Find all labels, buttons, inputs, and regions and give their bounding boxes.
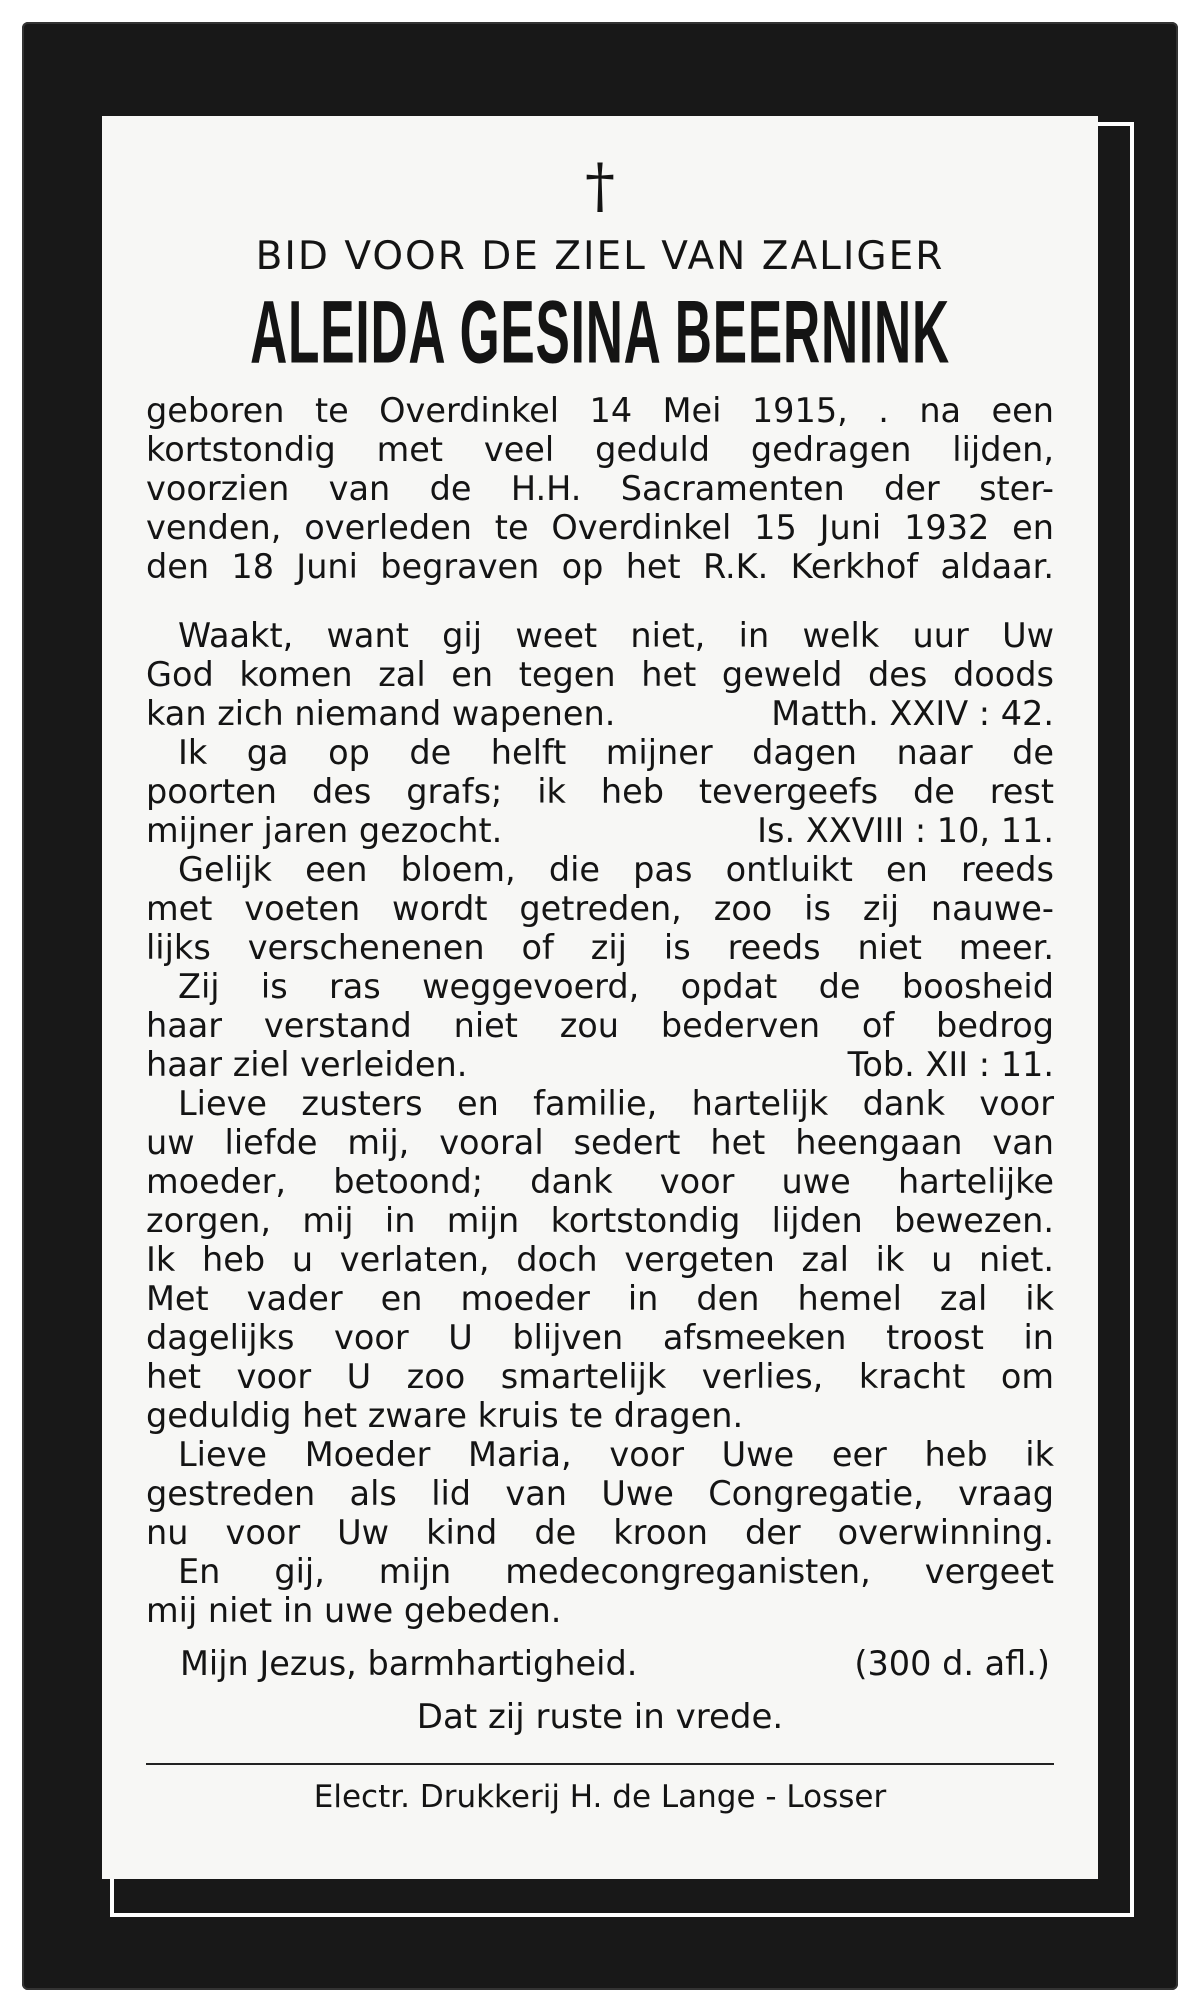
invocation-row <box>146 1644 1054 1683</box>
verse-line-with-reference <box>146 694 1054 733</box>
verse-line: haar ziel verleiden. <box>146 1044 468 1084</box>
scripture-reference: Is. XXVIII : 10, 11. <box>757 810 1054 850</box>
request-to-congregants <box>146 1552 1054 1630</box>
bio-line: venden, overleden te Overdinkel 15 Juni 1932 en <box>146 507 1054 547</box>
memorial-card-text-panel <box>102 116 1098 1879</box>
verse-isaiah <box>146 733 1054 850</box>
verse-line: Ik ga op de helft mijner dagen naar de <box>178 732 1054 772</box>
indulgence-note: (300 d. afl.) <box>854 1643 1050 1683</box>
invocation-text: Mijn Jezus, barmhartigheid. <box>180 1643 638 1683</box>
divider-rule <box>146 1763 1054 1765</box>
farewell-line: geduldig het zware kruis te dragen. <box>146 1395 744 1435</box>
farewell-line: uw liefde mij, vooral sedert het heengaan van <box>146 1122 1054 1162</box>
prayer-line: Lieve Moeder Maria, voor Uwe eer heb ik <box>178 1434 1054 1474</box>
prayer-line: gestreden als lid van Uwe Congregatie, vraag <box>146 1473 1054 1513</box>
prayer-heading: BID VOOR DE ZIEL VAN ZALIGER <box>255 234 945 279</box>
bio-line: voorzien van de H.H. Sacramenten der ster- <box>146 468 1054 508</box>
farewell-line: Ik heb u verlaten, doch vergeten zal ik u niet. <box>146 1239 1054 1279</box>
bio-line: kortstondig met veel geduld gedragen lijden, <box>146 429 1054 469</box>
cross-icon: † <box>585 151 615 221</box>
request-line: mij niet in uwe gebeden. <box>146 1590 562 1630</box>
farewell-line: het voor U zoo smartelijk verlies, kracht om <box>146 1356 1054 1396</box>
prayer-line: nu voor Uw kind de kroon der overwinning. <box>146 1512 1054 1552</box>
verse-tobit <box>146 850 1054 1084</box>
farewell-family <box>146 1084 1054 1435</box>
verse-line: haar verstand niet zou bederven of bedrog <box>146 1005 1054 1045</box>
request-line: En gij, mijn medecongreganisten, vergeet <box>178 1551 1054 1591</box>
prayer-to-mary <box>146 1435 1054 1552</box>
verse-line: poorten des grafs; ik heb tevergeefs de rest <box>146 771 1054 811</box>
verse-line: met voeten wordt getreden, zoo is zij nauwe- <box>146 888 1054 928</box>
farewell-line: Met vader en moeder in den hemel zal ik <box>146 1278 1054 1318</box>
bio-line: den 18 Juni begraven op het R.K. Kerkhof aldaar. <box>146 546 1054 586</box>
verse-line: Zij is ras weggevoerd, opdat de boosheid <box>178 966 1054 1006</box>
farewell-line: moeder, betoond; dank voor uwe hartelijke <box>146 1161 1054 1201</box>
bio-line: geboren te Overdinkel 14 Mei 1915, . na een <box>146 390 1054 430</box>
verse-line: God komen zal en tegen het geweld des doods <box>146 654 1054 694</box>
spacer <box>146 586 1054 616</box>
verse-line: kan zich niemand wapenen. <box>146 693 616 733</box>
rest-in-peace-line: Dat zij ruste in vrede. <box>416 1696 784 1737</box>
verse-line: Gelijk een bloem, die pas ontluikt en reeds <box>178 849 1054 889</box>
verse-line-with-reference <box>146 811 1054 850</box>
farewell-line: zorgen, mij in mijn kortstondig lijden bewezen. <box>146 1200 1054 1240</box>
deceased-name: ALEIDA GESINA BEERNINK <box>250 281 950 382</box>
verse-matthew <box>146 616 1054 733</box>
farewell-line: Lieve zusters en familie, hartelijk dank voor <box>178 1083 1054 1123</box>
verse-line-with-reference <box>146 1045 1054 1084</box>
scripture-reference: Matth. XXIV : 42. <box>771 693 1054 733</box>
farewell-line: dagelijks voor U blijven afsmeeken troost in <box>146 1317 1054 1357</box>
verse-line: lijks verschenenen of zij is reeds niet meer. <box>146 927 1054 967</box>
verse-line: Waakt, want gij weet niet, in welk uur Uw <box>178 615 1054 655</box>
scripture-reference: Tob. XII : 11. <box>847 1044 1054 1084</box>
verse-line: mijner jaren gezocht. <box>146 810 503 850</box>
printer-imprint: Electr. Drukkerij H. de Lange - Losser <box>313 1778 887 1815</box>
